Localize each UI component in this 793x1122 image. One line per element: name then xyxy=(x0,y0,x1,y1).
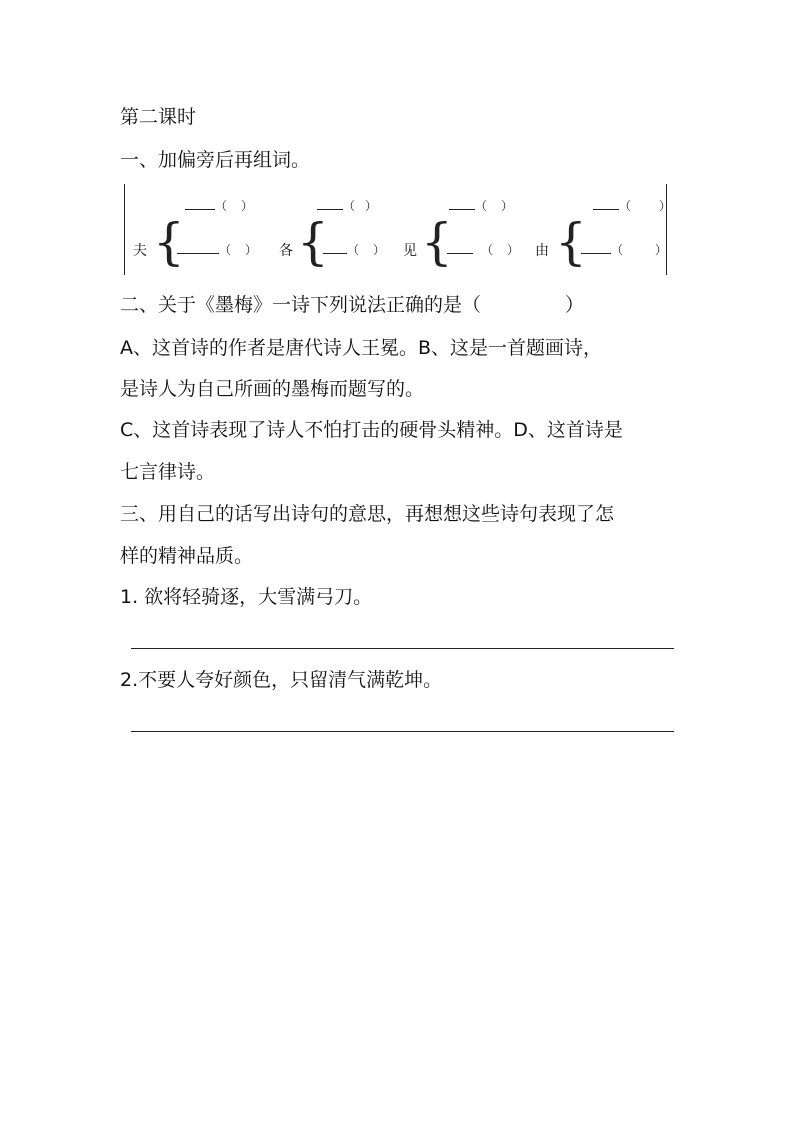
brace-3: { xyxy=(421,213,453,271)
answer-line-1[interactable] xyxy=(131,648,674,649)
question-2-title xyxy=(120,293,584,317)
lesson-title: 第二课时 xyxy=(120,106,197,128)
blank-row-top-2: （ ） xyxy=(317,198,377,214)
blank-line[interactable] xyxy=(323,242,347,254)
option-line-2: 是诗人为自己所画的墨梅而题写的。 xyxy=(120,378,425,400)
blank-row-bottom-4: （ ） xyxy=(581,242,667,258)
option-line-4: 七言律诗。 xyxy=(120,461,216,483)
question-2-title-text: 二、关于《墨梅》一诗下列说法正确的是（ xyxy=(120,294,482,316)
blank-line[interactable] xyxy=(317,198,343,210)
option-line-1: A、这首诗的作者是唐代诗人王冕。B、这是一首题画诗， xyxy=(120,337,603,359)
base-char-you: 由 xyxy=(535,243,549,259)
blank-row-bottom-1: （ ） xyxy=(177,242,257,258)
brace-1: { xyxy=(153,213,185,271)
blank-line[interactable] xyxy=(177,242,219,254)
question-3-title-line-2: 样的精神品质。 xyxy=(120,545,254,567)
blank-line[interactable] xyxy=(593,198,619,210)
blank-row-bottom-3: （ ） xyxy=(447,242,519,258)
blank-row-top-4: （ ） xyxy=(593,198,671,214)
question-3-item-1: 1. 欲将轻骑逐，大雪满弓刀。 xyxy=(120,586,373,608)
blank-row-top-1: （ ） xyxy=(185,198,253,214)
radical-exercise-box xyxy=(124,184,672,275)
question-3-title-line-1: 三、用自己的话写出诗句的意思，再想想这些诗句表现了怎 xyxy=(120,503,615,525)
question-1-title: 一、加偏旁后再组词。 xyxy=(120,149,311,171)
blank-line[interactable] xyxy=(449,198,475,210)
question-2-title-close: ） xyxy=(565,294,585,316)
blank-row-top-3: （ ） xyxy=(449,198,513,214)
base-char-ge: 各 xyxy=(279,243,293,259)
brace-4: { xyxy=(555,213,587,271)
option-line-3: C、这首诗表现了诗人不怕打击的硬骨头精神。D、这首诗是 xyxy=(120,419,623,441)
blank-line[interactable] xyxy=(447,242,473,254)
brace-2: { xyxy=(297,213,329,271)
base-char-fu: 夫 xyxy=(133,243,147,259)
blank-line[interactable] xyxy=(185,198,215,210)
blank-row-bottom-2: （ ） xyxy=(323,242,385,258)
base-char-jian: 见 xyxy=(403,243,417,259)
blank-line[interactable] xyxy=(581,242,611,254)
question-3-item-2: 2.不要人夸好颜色，只留清气满乾坤。 xyxy=(120,669,443,691)
answer-line-2[interactable] xyxy=(131,731,674,732)
